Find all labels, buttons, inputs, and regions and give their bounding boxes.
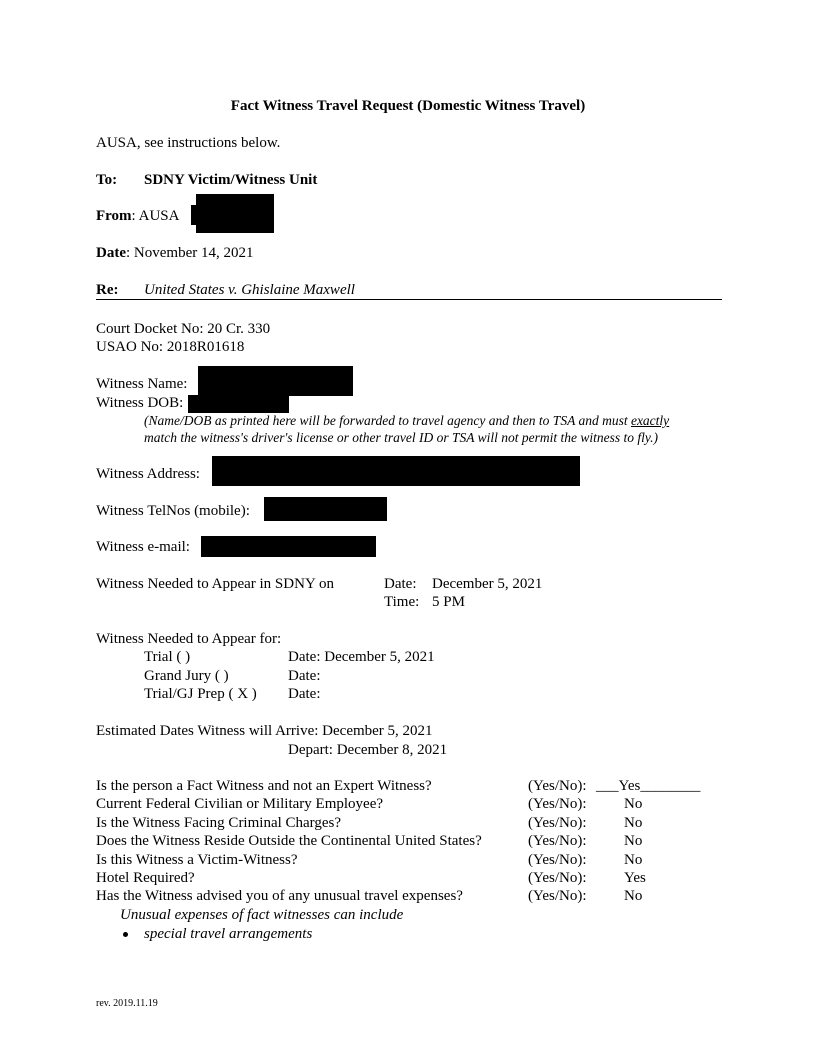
question-answer: No <box>624 796 643 812</box>
to-label: To: <box>96 172 118 188</box>
revision-footer: rev. 2019.11.19 <box>96 998 158 1009</box>
date-value: : November 14, 2021 <box>126 245 254 261</box>
from-line <box>96 207 179 225</box>
witness-dob-label: Witness DOB: <box>96 395 184 411</box>
question-text: Is the Witness Facing Criminal Charges? <box>96 815 342 831</box>
question-text: Has the Witness advised you of any unusual travel expenses? <box>96 888 463 904</box>
appear-for-grand-jury: Grand Jury ( ) <box>144 668 229 684</box>
question-yn: (Yes/No): <box>528 888 587 904</box>
re-label: Re: <box>96 282 119 298</box>
appear-for-prep: Trial/GJ Prep ( X ) <box>144 686 257 702</box>
from-value: : AUSA <box>131 208 180 224</box>
unusual-expenses-label: Unusual expenses of fact witnesses can include <box>120 907 404 923</box>
redaction-witness-name <box>198 366 353 396</box>
name-dob-note-line1 <box>144 412 669 430</box>
witness-name-label: Witness Name: <box>96 376 188 392</box>
question-yn: (Yes/No): <box>528 815 587 831</box>
question-answer: No <box>624 815 643 831</box>
to-value: SDNY Victim/Witness Unit <box>144 172 318 188</box>
question-text: Is this Witness a Victim-Witness? <box>96 852 298 868</box>
redaction-witness-dob <box>188 395 289 413</box>
question-answer: No <box>624 888 643 904</box>
date-label: Date <box>96 245 126 261</box>
court-docket: Court Docket No: 20 Cr. 330 <box>96 321 271 337</box>
bullet-icon <box>123 932 128 937</box>
travel-arrive: Estimated Dates Witness will Arrive: December 5, 2021 <box>96 723 433 739</box>
appear-date-label: Date: <box>384 576 417 592</box>
redaction-from-name <box>196 194 274 233</box>
question-yn: (Yes/No): <box>528 796 587 812</box>
appear-time-label: Time: <box>384 594 420 610</box>
intro-text: AUSA, see instructions below. <box>96 135 281 151</box>
question-answer: No <box>624 852 643 868</box>
usao-number: USAO No: 2018R01618 <box>96 339 245 355</box>
redaction-witness-tel <box>264 497 387 521</box>
witness-tel-label: Witness TelNos (mobile): <box>96 503 250 519</box>
appear-for-label: Witness Needed to Appear for: <box>96 631 282 647</box>
note-line1-text: (Name/DOB as printed here will be forwarded to travel agency and then to TSA and must <box>144 413 631 428</box>
appear-for-trial: Trial ( ) <box>144 649 191 665</box>
question-text: Does the Witness Reside Outside the Continental United States? <box>96 833 482 849</box>
witness-address-label: Witness Address: <box>96 466 200 482</box>
question-answer: Yes <box>624 870 646 886</box>
document-title: Fact Witness Travel Request (Domestic Witness Travel) <box>230 98 586 114</box>
appear-for-prep-date: Date: <box>288 686 321 702</box>
date-line <box>96 244 253 262</box>
appear-date-value: December 5, 2021 <box>432 576 543 592</box>
question-answer: No <box>624 833 643 849</box>
question-text: Is the person a Fact Witness and not an Expert Witness? <box>96 778 432 794</box>
name-dob-note-line2: match the witness's driver's license or other travel ID or TSA will not permit the witness to fly.) <box>144 430 658 445</box>
question-yn: (Yes/No): <box>528 778 587 794</box>
re-value: United States v. Ghislaine Maxwell <box>144 282 355 298</box>
witness-email-label: Witness e-mail: <box>96 539 190 555</box>
question-yn: (Yes/No): <box>528 870 587 886</box>
unusual-expense-item: special travel arrangements <box>144 926 313 942</box>
appear-for-grand-jury-date: Date: <box>288 668 321 684</box>
question-yn: (Yes/No): <box>528 852 587 868</box>
appear-label: Witness Needed to Appear in SDNY on <box>96 576 334 592</box>
appear-for-trial-date: Date: December 5, 2021 <box>288 649 435 665</box>
question-text: Hotel Required? <box>96 870 195 886</box>
question-yn: (Yes/No): <box>528 833 587 849</box>
from-label: From <box>96 208 132 224</box>
redaction-witness-address <box>212 456 580 486</box>
appear-time-value: 5 PM <box>432 594 465 610</box>
travel-depart: Depart: December 8, 2021 <box>288 742 448 758</box>
note-emphasis: exactly <box>630 413 670 428</box>
header-divider <box>96 299 722 300</box>
question-answer: ___Yes________ <box>596 778 701 794</box>
redaction-witness-email <box>201 536 376 557</box>
question-text: Current Federal Civilian or Military Employee? <box>96 796 384 812</box>
